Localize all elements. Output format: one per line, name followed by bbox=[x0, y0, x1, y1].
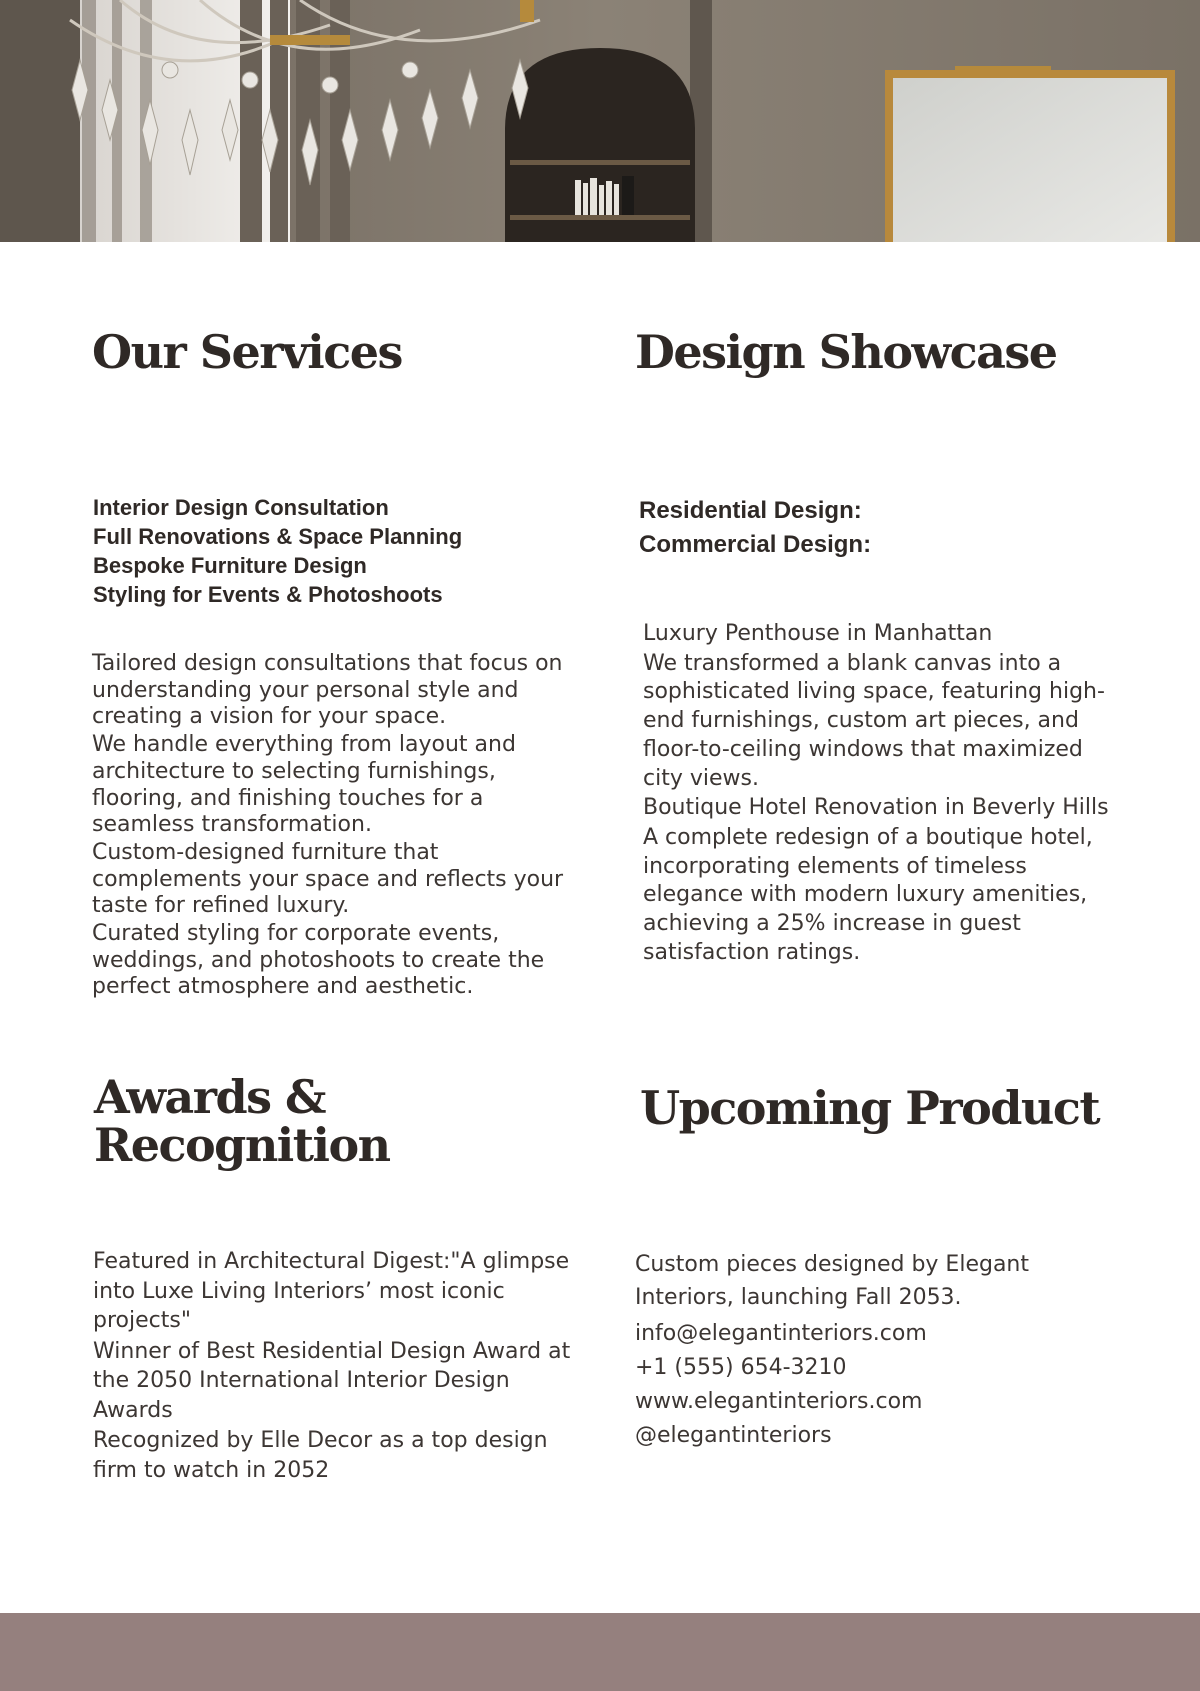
showcase-list bbox=[639, 494, 1109, 562]
chandelier-interior-photo bbox=[0, 0, 1200, 242]
contact-social: @elegantinteriors bbox=[635, 1423, 832, 1448]
award-item: Winner of Best Residential Design Award at the 2050 International Interior Design Awards bbox=[93, 1338, 571, 1423]
service-description: Custom-designed furniture that complements your space and reflects your taste for refined luxury. bbox=[92, 839, 564, 919]
service-description: Curated styling for corporate events, weddings, and photoshoots to create the perfect atmosphere and aesthetic. bbox=[92, 921, 545, 1000]
project-description: We transformed a blank canvas into a sophisticated living space, featuring high-end furnishings, custom art pieces, and floor-to-ceiling windows that maximized city views. bbox=[643, 650, 1105, 791]
footer-bar bbox=[0, 1613, 1200, 1691]
contact-phone: +1 (555) 654-3210 bbox=[635, 1355, 847, 1380]
list-item: Styling for Events & Photoshoots bbox=[93, 582, 443, 607]
services-descriptions bbox=[92, 651, 592, 1001]
showcase-title: Design Showcase bbox=[635, 325, 1057, 379]
contact-email: info@elegantinteriors.com bbox=[635, 1321, 927, 1346]
list-item: Commercial Design: bbox=[639, 531, 872, 558]
product-description: Custom pieces designed by Elegant Interiors, launching Fall 2053. bbox=[635, 1252, 1029, 1310]
project-title: Luxury Penthouse in Manhattan bbox=[643, 621, 993, 646]
award-item: Featured in Architectural Digest:"A glimpse into Luxe Living Interiors’ most iconic projects" bbox=[93, 1249, 570, 1333]
awards-title-line1: Awards & bbox=[94, 1070, 326, 1124]
award-item: Recognized by Elle Decor as a top design firm to watch in 2052 bbox=[93, 1428, 548, 1483]
awards-title bbox=[94, 1070, 574, 1172]
project-description: A complete redesign of a boutique hotel, incorporating elements of timeless elegance with modern luxury amenities, achieving a 25% increase in guest satisfaction ratings. bbox=[643, 824, 1093, 965]
product-title: Upcoming Product bbox=[640, 1081, 1100, 1135]
list-item: Residential Design: bbox=[639, 497, 862, 524]
list-item: Full Renovations & Space Planning bbox=[93, 524, 463, 549]
showcase-descriptions bbox=[643, 620, 1118, 967]
list-item: Interior Design Consultation bbox=[93, 495, 389, 520]
hero-image bbox=[0, 0, 1200, 242]
awards-list bbox=[93, 1247, 593, 1485]
project-title: Boutique Hotel Renovation in Beverly Hills bbox=[643, 795, 1109, 821]
services-title: Our Services bbox=[92, 325, 402, 379]
awards-title-line2: Recognition bbox=[94, 1118, 390, 1172]
services-list bbox=[93, 493, 573, 609]
contact-website: www.elegantinteriors.com bbox=[635, 1389, 923, 1414]
list-item: Bespoke Furniture Design bbox=[93, 553, 367, 578]
service-description: Tailored design consultations that focus on understanding your personal style and creating a vision for your space. bbox=[92, 651, 563, 730]
service-description: We handle everything from layout and architecture to selecting furnishings, flooring, and finishing touches for a seamless transformation. bbox=[92, 732, 516, 838]
product-info bbox=[635, 1248, 1105, 1453]
